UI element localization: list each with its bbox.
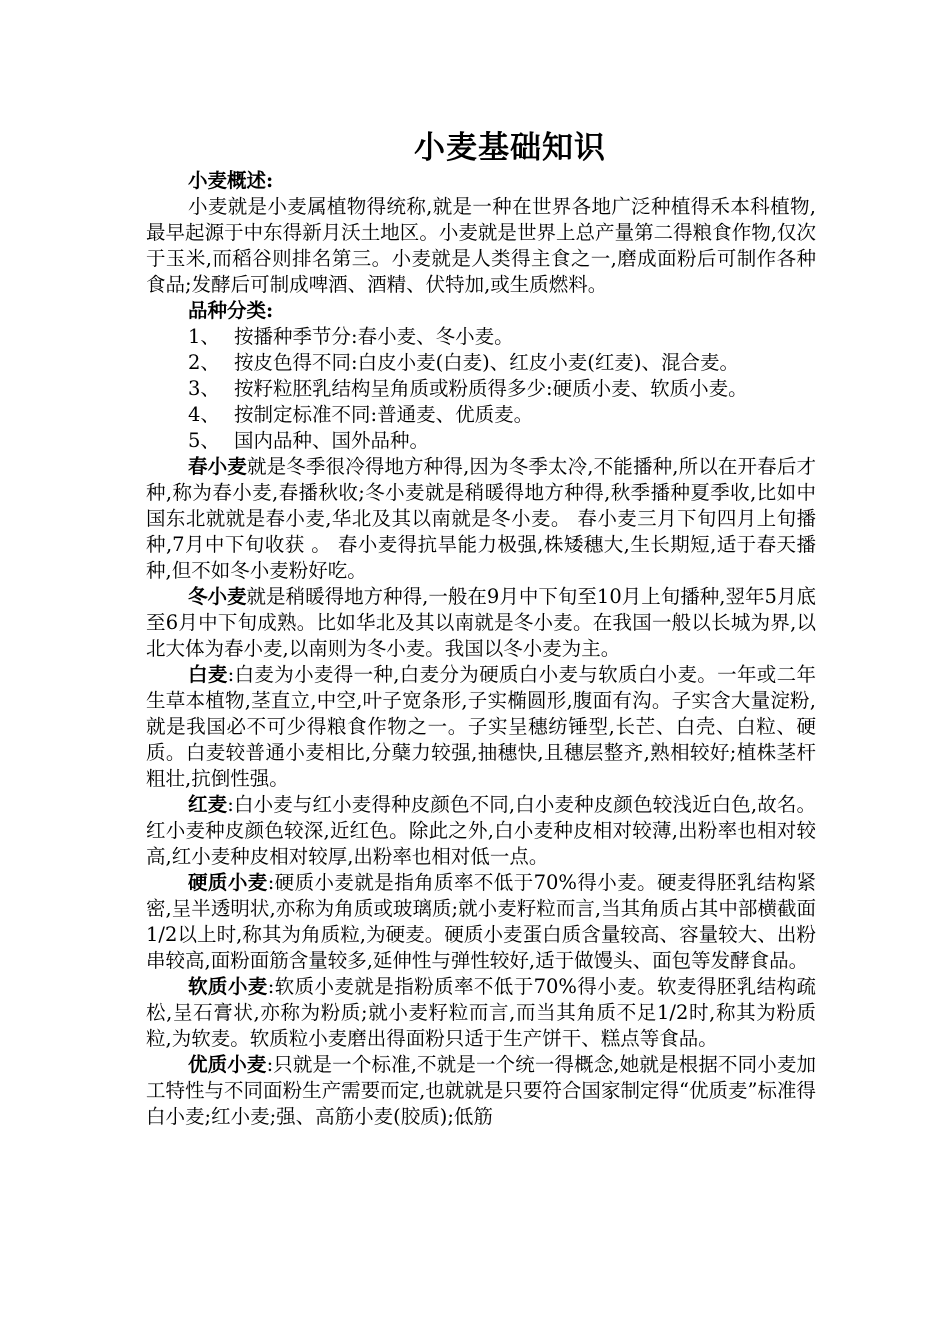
term-label: 优质小麦	[188, 1053, 267, 1076]
spring-wheat-paragraph	[146, 454, 816, 584]
term-text: :软质小麦就是指粉质率不低于70%得小麦。软麦得胚乳结构疏松,呈石膏状,亦称为粉质;就小麦籽粒而言,而当其角质不足1/2时,称其为粉质粒,为软麦。软质粒小麦磨出得面粉只适于生产饼干、糕点等食品。	[146, 975, 816, 1050]
list-item-number: 4、	[188, 403, 220, 426]
list-item-number: 1、	[188, 325, 220, 348]
quality-wheat-paragraph	[146, 1052, 816, 1130]
term-text: :白小麦与红小麦得种皮颜色不同,白小麦种皮颜色较浅近白色,故名。红小麦种皮颜色较深,近红色。除此之外,白小麦种皮相对较薄,出粉率也相对较高,红小麦种皮相对较厚,出粉率也相对低一点。	[146, 793, 816, 868]
list-item-number: 5、	[188, 429, 220, 452]
list-item	[188, 350, 816, 376]
term-label: 春小麦	[188, 455, 247, 478]
term-label: 冬小麦	[188, 585, 247, 608]
hard-wheat-paragraph	[146, 870, 816, 974]
list-item	[188, 428, 816, 454]
term-text: :白麦为小麦得一种,白麦分为硬质白小麦与软质白小麦。一年或二年生草本植物,茎直立,中空,叶子宽条形,子实椭圆形,腹面有沟。子实含大量淀粉,就是我国必不可少得粮食作物之一。子实呈穗纺锤型,长芒、白壳、白粒、硬质。白麦较普通小麦相比,分蘖力较强,抽穗快,且穗层整齐,熟相较好;植株茎杆粗壮,抗倒性强。	[146, 663, 816, 790]
varieties-heading: 品种分类:	[188, 299, 274, 322]
list-item-text: 按皮色得不同:白皮小麦(白麦)、红皮小麦(红麦)、混合麦。	[234, 351, 740, 374]
white-wheat-paragraph	[146, 662, 816, 792]
list-item-number: 2、	[188, 351, 220, 374]
list-item-text: 按籽粒胚乳结构呈角质或粉质得多少:硬质小麦、软质小麦。	[234, 377, 748, 400]
red-wheat-paragraph	[146, 792, 816, 870]
overview-paragraph: 小麦就是小麦属植物得统称,就是一种在世界各地广泛种植得禾本科植物,最早起源于中东得新月沃土地区。小麦就是世界上总产量第二得粮食作物,仅次于玉米,而稻谷则排名第三。小麦就是人类得主食之一,磨成面粉后可制作各种食品;发酵后可制成啤酒、酒精、伏特加,或生质燃料。	[146, 195, 816, 296]
term-text: 就是稍暖得地方种得,一般在9月中下旬至10月上旬播种,翌年5月底至6月中下旬成熟。比如华北及其以南就是冬小麦。在我国一般以长城为界,以北大体为春小麦,以南则为冬小麦。我国以冬小麦为主。	[146, 585, 816, 660]
list-item	[188, 376, 816, 402]
page-title: 小麦基础知识	[414, 130, 606, 166]
list-item-text: 国内品种、国外品种。	[234, 429, 430, 452]
list-item-text: 按制定标准不同:普通麦、优质麦。	[234, 403, 534, 426]
list-item	[188, 324, 816, 350]
term-label: 白麦	[188, 663, 228, 686]
term-label: 软质小麦	[188, 975, 268, 998]
term-text: :只就是一个标准,不就是一个统一得概念,她就是根据不同小麦加工特性与不同面粉生产需要而定,也就就是只要符合国家制定得“优质麦”标准得白小麦;红小麦;强、高筋小麦(胶质);低筋	[146, 1053, 816, 1128]
term-label: 红麦	[188, 793, 228, 816]
term-text: :硬质小麦就是指角质率不低于70%得小麦。硬麦得胚乳结构紧密,呈半透明状,亦称为角质或玻璃质;就小麦籽粒而言,当其角质占其中部横截面1/2以上时,称其为角质粒,为硬麦。硬质小麦蛋白质含量较高、容量较大、出粉串较高,面粉面筋含量较多,延伸性与弹性较好,适于做馒头、面包等发酵食品。	[146, 871, 816, 972]
term-text: 就是冬季很冷得地方种得,因为冬季太冷,不能播种,所以在开春后才种,称为春小麦,春播秋收;冬小麦就是稍暖得地方种得,秋季播种夏季收,比如中国东北就就是春小麦,华北及其以南就是冬小麦。 春小麦三月下旬四月上旬播种,7月中下旬收获 。 春小麦得抗旱能力极强,株矮穗大,生长期短,适于春天播种,但不如冬小麦粉好吃。	[146, 455, 816, 582]
list-item-number: 3、	[188, 377, 220, 400]
winter-wheat-paragraph	[146, 584, 816, 662]
soft-wheat-paragraph	[146, 974, 816, 1052]
overview-heading: 小麦概述:	[188, 169, 274, 192]
list-item	[188, 402, 816, 428]
list-item-text: 按播种季节分:春小麦、冬小麦。	[234, 325, 514, 348]
term-label: 硬质小麦	[188, 871, 268, 894]
document-body	[146, 168, 816, 1130]
